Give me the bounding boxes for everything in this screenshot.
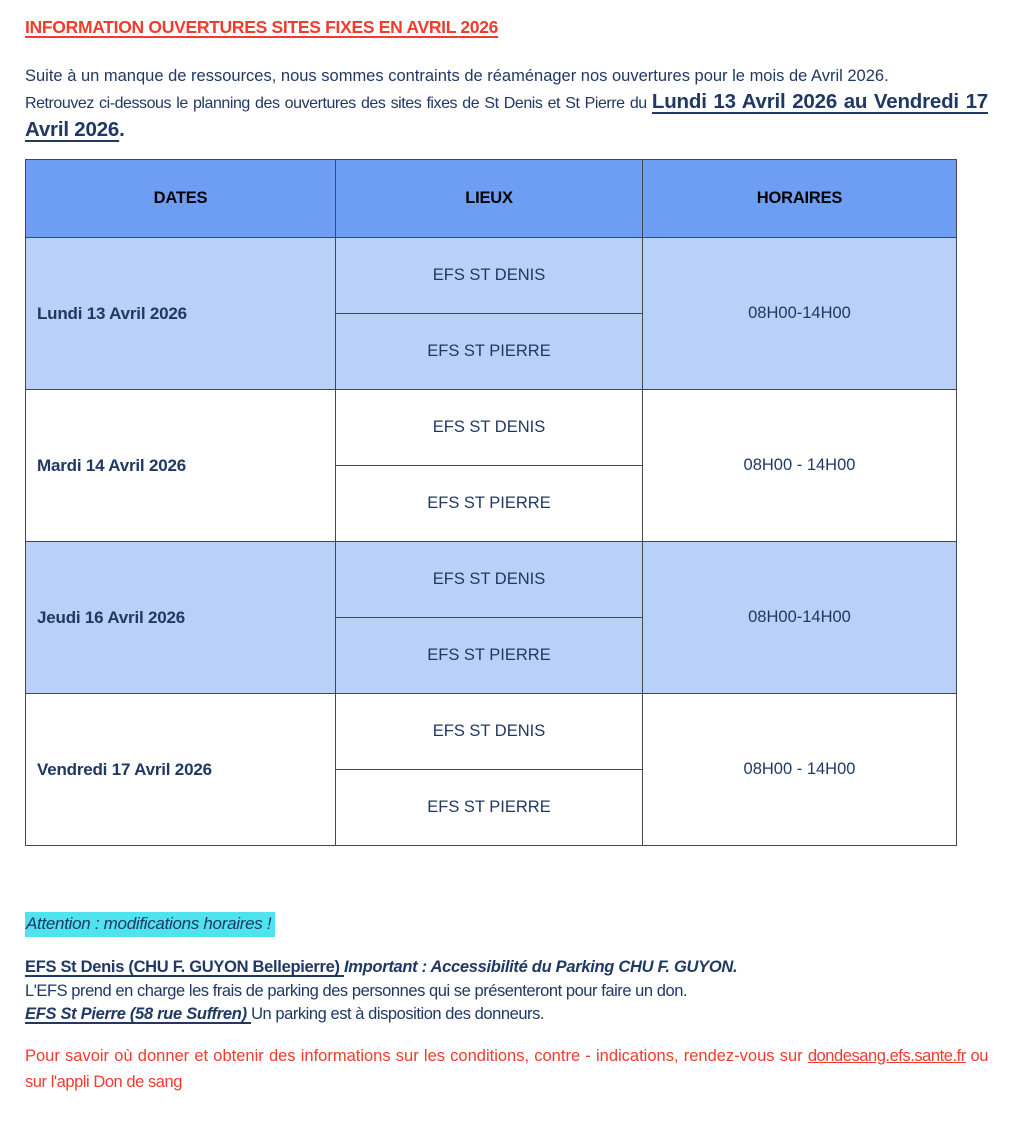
st-denis-important: Important : Accessibilité du Parking CHU F. GUYON. bbox=[343, 958, 738, 976]
table-header-row bbox=[26, 160, 957, 238]
date-range-underlined: Lundi 13 Avril 2026 au Vendredi 17 Avril 2026 bbox=[25, 90, 988, 141]
table-row bbox=[26, 694, 957, 770]
st-pierre-detail: Un parking est à disposition des donneurs. bbox=[251, 1005, 545, 1023]
schedule-table bbox=[25, 159, 957, 846]
st-pierre-line bbox=[25, 1003, 988, 1027]
horaires-cell: 08H00-14H00 bbox=[643, 238, 957, 390]
footer-text-suffix: ou sur l'appli Don de sang bbox=[25, 1046, 988, 1091]
date-cell: Vendredi 17 Avril 2026 bbox=[26, 694, 336, 846]
lieu-cell: EFS ST DENIS bbox=[336, 238, 643, 314]
table-row bbox=[26, 390, 957, 466]
lieu-cell: EFS ST PIERRE bbox=[336, 770, 643, 846]
attention-highlight: Attention : modifications horaires ! bbox=[25, 912, 275, 937]
st-pierre-label: EFS St Pierre (58 rue Suffren) bbox=[25, 1005, 252, 1023]
table-row bbox=[26, 542, 957, 618]
horaires-cell: 08H00-14H00 bbox=[643, 542, 957, 694]
planning-paragraph bbox=[25, 89, 988, 144]
lieu-cell: EFS ST DENIS bbox=[336, 390, 643, 466]
planning-text: Retrouvez ci-dessous le planning des ouvertures des sites fixes de St Denis et St Pierre du bbox=[25, 95, 652, 112]
col-header-horaires: HORAIRES bbox=[643, 160, 957, 238]
lieu-cell: EFS ST DENIS bbox=[336, 542, 643, 618]
lieu-cell: EFS ST DENIS bbox=[336, 694, 643, 770]
dondesang-link[interactable]: dondesang.efs.sante.fr bbox=[807, 1046, 966, 1065]
col-header-dates: DATES bbox=[26, 160, 336, 238]
attention-note bbox=[25, 912, 988, 937]
lieu-cell: EFS ST PIERRE bbox=[336, 314, 643, 390]
date-range-period: . bbox=[119, 117, 125, 141]
date-cell: Mardi 14 Avril 2026 bbox=[26, 390, 336, 542]
page-title: INFORMATION OUVERTURES SITES FIXES EN AVRIL 2026 bbox=[25, 17, 499, 37]
horaires-cell: 08H00 - 14H00 bbox=[643, 694, 957, 846]
lieu-cell: EFS ST PIERRE bbox=[336, 618, 643, 694]
date-cell: Jeudi 16 Avril 2026 bbox=[26, 542, 336, 694]
parking-info bbox=[25, 956, 988, 1027]
intro-paragraph: Suite à un manque de ressources, nous sommes contraints de réaménager nos ouvertures pour le mois de Avril 2026. bbox=[25, 67, 889, 85]
footer-cta bbox=[25, 1043, 988, 1096]
table-row bbox=[26, 238, 957, 314]
footer-text: Pour savoir où donner et obtenir des informations sur les conditions, contre - indications, rendez-vous sur bbox=[25, 1046, 808, 1065]
st-denis-label: EFS St Denis (CHU F. GUYON Bellepierre) bbox=[25, 958, 344, 976]
horaires-cell: 08H00 - 14H00 bbox=[643, 390, 957, 542]
lieu-cell: EFS ST PIERRE bbox=[336, 466, 643, 542]
date-cell: Lundi 13 Avril 2026 bbox=[26, 238, 336, 390]
col-header-lieux: LIEUX bbox=[336, 160, 643, 238]
st-denis-line bbox=[25, 956, 988, 980]
st-denis-detail: L'EFS prend en charge les frais de parking des personnes qui se présenteront pour faire un don. bbox=[25, 981, 688, 1000]
